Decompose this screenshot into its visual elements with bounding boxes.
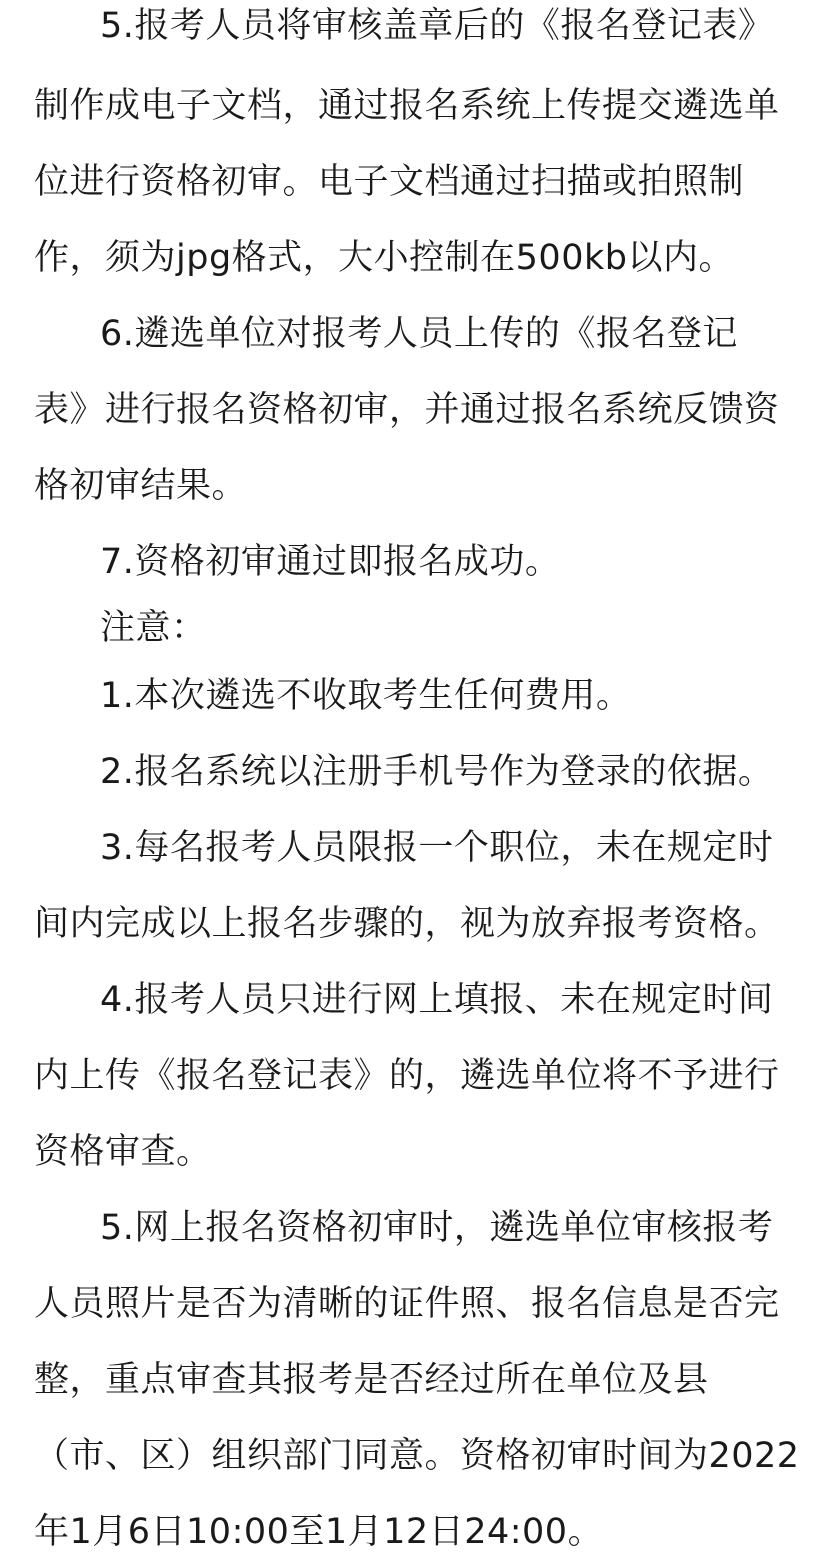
text-line: 5.报考人员将审核盖章后的《报名登记表》 [100, 6, 774, 46]
text-line: 5.网上报名资格初审时，遴选单位审核报考 [100, 1208, 774, 1248]
text-line: 表》进行报名资格初审，并通过报名系统反馈资 [34, 390, 780, 430]
text-line: 作，须为jpg格式，大小控制在500kb以内。 [34, 238, 734, 278]
text-line: 2.报名系统以注册手机号作为登录的依据。 [100, 752, 774, 792]
text-line: 6.遴选单位对报考人员上传的《报名登记 [100, 314, 738, 354]
text-line: 格初审结果。 [34, 466, 248, 506]
text-line: 整，重点审查其报考是否经过所在单位及县 [34, 1360, 709, 1400]
text-line: 1.本次遴选不收取考生任何费用。 [100, 676, 632, 716]
text-line: 7.资格初审通过即报名成功。 [100, 542, 561, 582]
text-line: 人员照片是否为清晰的证件照、报名信息是否完 [34, 1284, 780, 1324]
text-line: 资格审查。 [34, 1132, 212, 1172]
text-line: 内上传《报名登记表》的，遴选单位将不予进行 [34, 1056, 780, 1096]
text-line: 制作成电子文档，通过报名系统上传提交遴选单 [34, 86, 780, 126]
text-line: 年1月6日10:00至1月12日24:00。 [34, 1512, 604, 1552]
text-line: 注意： [100, 608, 207, 648]
text-line: 3.每名报考人员限报一个职位，未在规定时 [100, 828, 774, 868]
text-line: （市、区）组织部门同意。资格初审时间为2022 [34, 1436, 800, 1476]
text-line: 位进行资格初审。电子文档通过扫描或拍照制 [34, 162, 745, 202]
text-line: 4.报考人员只进行网上填报、未在规定时间 [100, 980, 774, 1020]
text-line: 间内完成以上报名步骤的，视为放弃报考资格。 [34, 904, 780, 944]
